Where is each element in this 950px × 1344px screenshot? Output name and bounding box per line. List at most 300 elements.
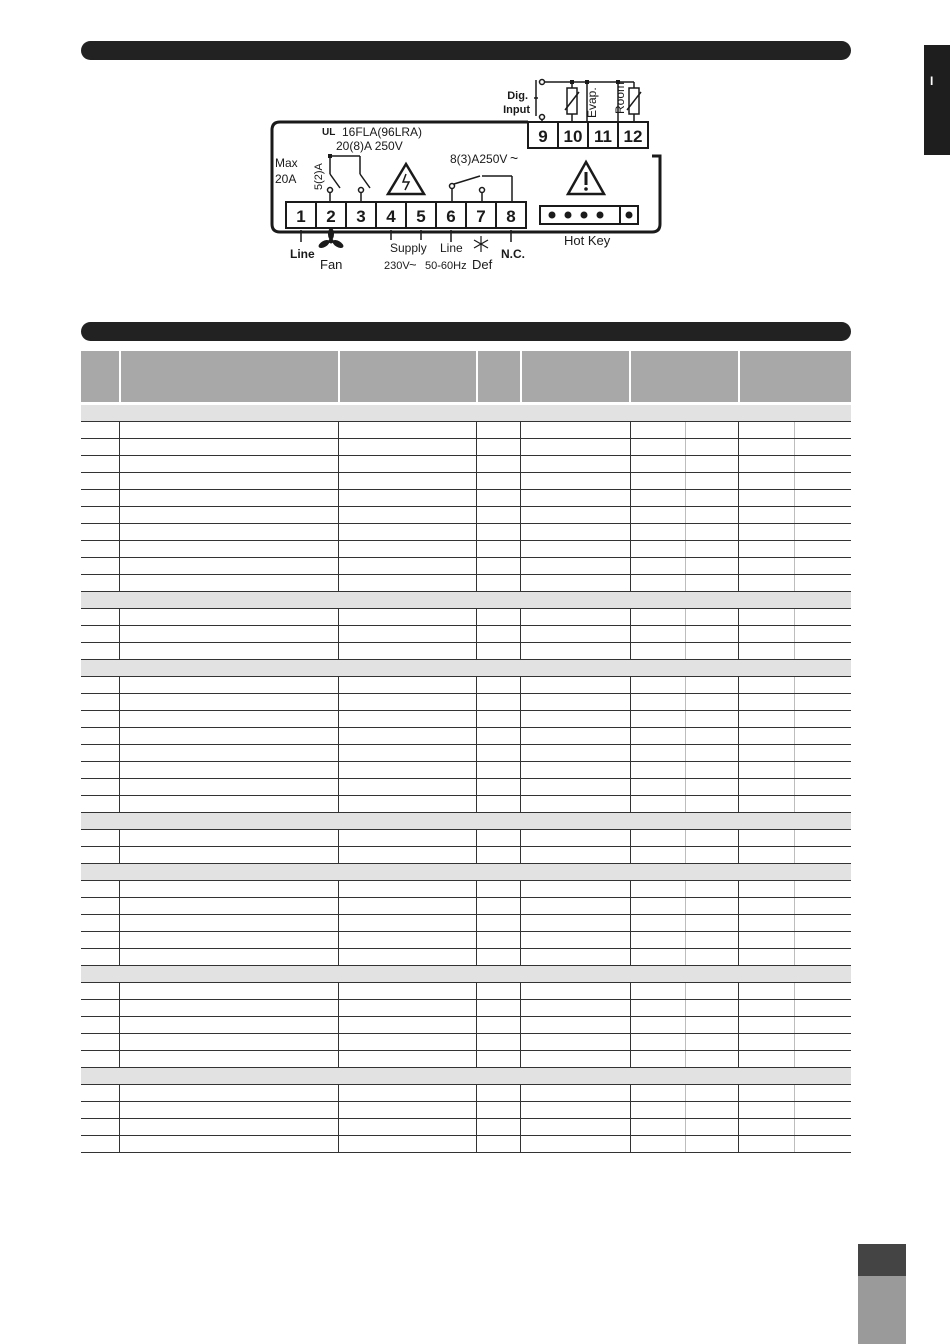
column-divider xyxy=(520,694,521,710)
column-divider xyxy=(685,728,686,744)
column-divider xyxy=(630,439,631,455)
column-divider xyxy=(738,1102,739,1118)
fan-relay-rating: 5(2)A xyxy=(313,163,325,190)
column-divider xyxy=(630,1085,631,1101)
terminal-11: 11 xyxy=(594,127,612,146)
header-cell xyxy=(478,351,520,402)
table-row xyxy=(81,932,851,949)
column-divider xyxy=(794,422,795,438)
column-divider xyxy=(794,932,795,948)
table-row xyxy=(81,626,851,643)
column-divider xyxy=(738,507,739,523)
column-divider xyxy=(476,1085,477,1101)
table-row xyxy=(81,422,851,439)
column-divider xyxy=(738,983,739,999)
column-divider xyxy=(119,1051,120,1067)
column-divider xyxy=(685,1051,686,1067)
column-divider xyxy=(119,575,120,591)
column-divider xyxy=(119,796,120,812)
column-divider xyxy=(738,558,739,574)
column-divider xyxy=(630,643,631,659)
column-divider xyxy=(738,473,739,489)
column-divider xyxy=(738,643,739,659)
column-divider xyxy=(630,558,631,574)
terminal-6: 6 xyxy=(446,207,456,226)
column-divider xyxy=(794,473,795,489)
label-line-2: Line xyxy=(440,241,463,255)
column-divider xyxy=(119,745,120,761)
column-divider xyxy=(794,507,795,523)
wiring-diagram xyxy=(270,70,670,280)
column-divider xyxy=(119,1034,120,1050)
column-divider xyxy=(685,1034,686,1050)
hot-key-port-icon xyxy=(540,206,638,224)
column-divider xyxy=(520,1119,521,1135)
table-row xyxy=(81,1102,851,1119)
table-row xyxy=(81,796,851,813)
dig-input-label-1: Dig. xyxy=(507,90,528,102)
language-side-tab xyxy=(924,45,950,155)
column-divider xyxy=(794,575,795,591)
column-divider xyxy=(630,1017,631,1033)
column-divider xyxy=(476,490,477,506)
column-divider xyxy=(338,677,339,693)
column-divider xyxy=(685,847,686,863)
column-divider xyxy=(476,779,477,795)
column-divider xyxy=(338,711,339,727)
column-divider xyxy=(738,711,739,727)
column-divider xyxy=(520,881,521,897)
column-divider xyxy=(338,694,339,710)
column-divider xyxy=(520,1017,521,1033)
label-fan: Fan xyxy=(320,257,343,272)
column-divider xyxy=(794,541,795,557)
label-nc: N.C. xyxy=(501,247,525,261)
column-divider xyxy=(119,932,120,948)
evap-probe-label: Evap. xyxy=(585,87,599,118)
column-divider xyxy=(685,456,686,472)
table-row xyxy=(81,830,851,847)
table-group-row xyxy=(81,660,851,677)
section-header-bar-parameters xyxy=(81,322,851,341)
column-divider xyxy=(119,915,120,931)
column-divider xyxy=(338,898,339,914)
column-divider xyxy=(476,507,477,523)
column-divider xyxy=(738,796,739,812)
table-row xyxy=(81,1017,851,1034)
column-divider xyxy=(738,524,739,540)
column-divider xyxy=(119,1119,120,1135)
column-divider xyxy=(119,643,120,659)
column-divider xyxy=(738,830,739,846)
column-divider xyxy=(685,694,686,710)
column-divider xyxy=(738,1085,739,1101)
column-divider xyxy=(794,847,795,863)
table-row xyxy=(81,881,851,898)
column-divider xyxy=(476,1102,477,1118)
column-divider xyxy=(630,626,631,642)
terminal-1: 1 xyxy=(296,207,306,226)
table-row xyxy=(81,1034,851,1051)
column-divider xyxy=(338,779,339,795)
top-terminal-block xyxy=(528,122,648,148)
column-divider xyxy=(338,541,339,557)
table-row xyxy=(81,915,851,932)
column-divider xyxy=(119,1102,120,1118)
ul-logo-icon xyxy=(322,127,335,138)
column-divider xyxy=(119,626,120,642)
column-divider xyxy=(738,1051,739,1067)
table-row xyxy=(81,541,851,558)
table-row xyxy=(81,694,851,711)
column-divider xyxy=(520,677,521,693)
column-divider xyxy=(685,881,686,897)
column-divider xyxy=(738,1119,739,1135)
column-divider xyxy=(685,932,686,948)
table-row xyxy=(81,898,851,915)
column-divider xyxy=(119,524,120,540)
column-divider xyxy=(520,456,521,472)
column-divider xyxy=(630,456,631,472)
column-divider xyxy=(119,898,120,914)
column-divider xyxy=(476,915,477,931)
column-divider xyxy=(338,524,339,540)
column-divider xyxy=(520,626,521,642)
column-divider xyxy=(119,507,120,523)
column-divider xyxy=(630,694,631,710)
column-divider xyxy=(685,1017,686,1033)
column-divider xyxy=(630,1034,631,1050)
terminal-3: 3 xyxy=(356,207,366,226)
column-divider xyxy=(476,711,477,727)
column-divider xyxy=(794,762,795,778)
table-group-row xyxy=(81,966,851,983)
max-label-1: Max xyxy=(275,156,298,170)
column-divider xyxy=(338,643,339,659)
column-divider xyxy=(119,762,120,778)
column-divider xyxy=(338,1034,339,1050)
column-divider xyxy=(738,881,739,897)
column-divider xyxy=(119,1085,120,1101)
column-divider xyxy=(685,915,686,931)
column-divider xyxy=(738,779,739,795)
dig-input-label-2: Input xyxy=(503,104,530,116)
column-divider xyxy=(630,1136,631,1152)
column-divider xyxy=(476,456,477,472)
column-divider xyxy=(738,609,739,625)
column-divider xyxy=(119,728,120,744)
column-divider xyxy=(338,490,339,506)
column-divider xyxy=(338,1119,339,1135)
column-divider xyxy=(476,1136,477,1152)
column-divider xyxy=(338,1102,339,1118)
column-divider xyxy=(338,439,339,455)
column-divider xyxy=(338,932,339,948)
column-divider xyxy=(338,1085,339,1101)
column-divider xyxy=(520,1102,521,1118)
table-row xyxy=(81,983,851,1000)
column-divider xyxy=(685,711,686,727)
column-divider xyxy=(630,1051,631,1067)
table-row xyxy=(81,779,851,796)
column-divider xyxy=(738,626,739,642)
column-divider xyxy=(476,643,477,659)
column-divider xyxy=(338,881,339,897)
column-divider xyxy=(738,1034,739,1050)
column-divider xyxy=(119,490,120,506)
column-divider xyxy=(338,1051,339,1067)
column-divider xyxy=(476,575,477,591)
column-divider xyxy=(520,796,521,812)
column-divider xyxy=(476,677,477,693)
table-row xyxy=(81,1051,851,1068)
column-divider xyxy=(685,983,686,999)
terminal-9: 9 xyxy=(538,127,548,146)
side-tab-label: I xyxy=(930,74,934,88)
column-divider xyxy=(338,1136,339,1152)
column-divider xyxy=(338,558,339,574)
table-row xyxy=(81,728,851,745)
column-divider xyxy=(476,745,477,761)
column-divider xyxy=(338,728,339,744)
header-cell xyxy=(522,351,629,402)
ac-symbol: ~ xyxy=(510,150,519,166)
header-cell xyxy=(121,351,338,402)
terminal-8: 8 xyxy=(506,207,516,226)
column-divider xyxy=(338,915,339,931)
column-divider xyxy=(630,745,631,761)
room-probe-label: Room xyxy=(613,81,627,114)
defrost-relay-rating: 8(3)A250V xyxy=(450,152,508,166)
rating-line-2: 20(8)A 250V xyxy=(336,139,403,153)
bottom-terminal-block xyxy=(286,202,526,228)
table-row xyxy=(81,745,851,762)
column-divider xyxy=(630,711,631,727)
table-header-row xyxy=(81,351,851,405)
column-divider xyxy=(738,575,739,591)
table-group-row xyxy=(81,592,851,609)
column-divider xyxy=(794,915,795,931)
terminal-7: 7 xyxy=(476,207,486,226)
column-divider xyxy=(794,1119,795,1135)
column-divider xyxy=(520,711,521,727)
column-divider xyxy=(794,711,795,727)
column-divider xyxy=(630,796,631,812)
column-divider xyxy=(738,932,739,948)
column-divider xyxy=(630,541,631,557)
column-divider xyxy=(630,949,631,965)
column-divider xyxy=(685,422,686,438)
terminal-4: 4 xyxy=(386,207,396,226)
terminal-2: 2 xyxy=(326,207,336,226)
terminal-5: 5 xyxy=(416,207,426,226)
column-divider xyxy=(338,575,339,591)
column-divider xyxy=(685,473,686,489)
column-divider xyxy=(685,745,686,761)
column-divider xyxy=(685,1000,686,1016)
column-divider xyxy=(630,473,631,489)
column-divider xyxy=(794,558,795,574)
column-divider xyxy=(119,473,120,489)
table-row xyxy=(81,524,851,541)
column-divider xyxy=(794,796,795,812)
terminal-10: 10 xyxy=(563,127,583,146)
column-divider xyxy=(119,439,120,455)
column-divider xyxy=(794,983,795,999)
column-divider xyxy=(630,915,631,931)
table-row xyxy=(81,643,851,660)
column-divider xyxy=(520,1136,521,1152)
column-divider xyxy=(630,609,631,625)
column-divider xyxy=(520,983,521,999)
terminal-12: 12 xyxy=(623,127,643,146)
column-divider xyxy=(520,575,521,591)
column-divider xyxy=(794,1051,795,1067)
column-divider xyxy=(119,983,120,999)
ul-rating-text: 16FLA(96LRA) xyxy=(342,125,423,139)
column-divider xyxy=(476,558,477,574)
column-divider xyxy=(738,745,739,761)
column-divider xyxy=(338,830,339,846)
column-divider xyxy=(685,1119,686,1135)
column-divider xyxy=(630,898,631,914)
parameter-table xyxy=(81,351,851,1153)
column-divider xyxy=(630,1000,631,1016)
column-divider xyxy=(630,490,631,506)
column-divider xyxy=(685,575,686,591)
page-corner-tab-dark xyxy=(858,1244,906,1276)
column-divider xyxy=(119,1017,120,1033)
column-divider xyxy=(738,915,739,931)
page-corner-tab-light xyxy=(858,1276,906,1344)
table-row xyxy=(81,507,851,524)
column-divider xyxy=(520,1085,521,1101)
column-divider xyxy=(476,983,477,999)
column-divider xyxy=(520,1034,521,1050)
column-divider xyxy=(520,643,521,659)
column-divider xyxy=(338,1017,339,1033)
column-divider xyxy=(476,881,477,897)
column-divider xyxy=(685,524,686,540)
column-divider xyxy=(630,728,631,744)
column-divider xyxy=(794,881,795,897)
table-row xyxy=(81,439,851,456)
column-divider xyxy=(338,949,339,965)
column-divider xyxy=(738,677,739,693)
column-divider xyxy=(738,439,739,455)
label-frequency: 50-60Hz xyxy=(425,260,467,272)
column-divider xyxy=(520,422,521,438)
column-divider xyxy=(520,728,521,744)
column-divider xyxy=(630,830,631,846)
column-divider xyxy=(794,456,795,472)
column-divider xyxy=(476,830,477,846)
column-divider xyxy=(476,847,477,863)
column-divider xyxy=(794,1000,795,1016)
column-divider xyxy=(476,626,477,642)
table-body xyxy=(81,405,851,1153)
column-divider xyxy=(794,439,795,455)
column-divider xyxy=(119,694,120,710)
column-divider xyxy=(520,524,521,540)
column-divider xyxy=(119,949,120,965)
column-divider xyxy=(738,694,739,710)
column-divider xyxy=(738,898,739,914)
column-divider xyxy=(685,830,686,846)
column-divider xyxy=(794,728,795,744)
column-divider xyxy=(738,1136,739,1152)
column-divider xyxy=(630,1102,631,1118)
column-divider xyxy=(630,507,631,523)
column-divider xyxy=(685,779,686,795)
column-divider xyxy=(685,439,686,455)
column-divider xyxy=(119,830,120,846)
table-group-row xyxy=(81,864,851,881)
column-divider xyxy=(685,796,686,812)
table-row xyxy=(81,762,851,779)
column-divider xyxy=(119,881,120,897)
column-divider xyxy=(738,422,739,438)
column-divider xyxy=(520,439,521,455)
column-divider xyxy=(738,456,739,472)
column-divider xyxy=(119,677,120,693)
column-divider xyxy=(630,575,631,591)
column-divider xyxy=(685,541,686,557)
column-divider xyxy=(119,558,120,574)
column-divider xyxy=(738,1000,739,1016)
column-divider xyxy=(520,779,521,795)
column-divider xyxy=(738,490,739,506)
column-divider xyxy=(520,558,521,574)
column-divider xyxy=(476,1034,477,1050)
label-supply: Supply xyxy=(390,241,427,255)
column-divider xyxy=(685,898,686,914)
defrost-icon xyxy=(474,236,488,252)
column-divider xyxy=(338,456,339,472)
column-divider xyxy=(794,1136,795,1152)
column-divider xyxy=(119,1136,120,1152)
table-row xyxy=(81,1136,851,1153)
column-divider xyxy=(685,643,686,659)
header-cell xyxy=(740,351,851,402)
column-divider xyxy=(476,898,477,914)
column-divider xyxy=(685,558,686,574)
max-label-2: 20A xyxy=(275,172,297,186)
column-divider xyxy=(520,898,521,914)
column-divider xyxy=(476,949,477,965)
column-divider xyxy=(520,490,521,506)
column-divider xyxy=(794,1102,795,1118)
column-divider xyxy=(338,609,339,625)
column-divider xyxy=(685,507,686,523)
svg-text:UL: UL xyxy=(322,127,336,138)
column-divider xyxy=(738,728,739,744)
column-divider xyxy=(338,626,339,642)
column-divider xyxy=(630,983,631,999)
header-cell xyxy=(340,351,476,402)
column-divider xyxy=(476,439,477,455)
column-divider xyxy=(794,643,795,659)
column-divider xyxy=(685,609,686,625)
column-divider xyxy=(476,541,477,557)
column-divider xyxy=(794,490,795,506)
column-divider xyxy=(794,609,795,625)
warning-icon xyxy=(568,162,604,194)
column-divider xyxy=(476,422,477,438)
column-divider xyxy=(630,677,631,693)
column-divider xyxy=(476,1000,477,1016)
column-divider xyxy=(476,728,477,744)
